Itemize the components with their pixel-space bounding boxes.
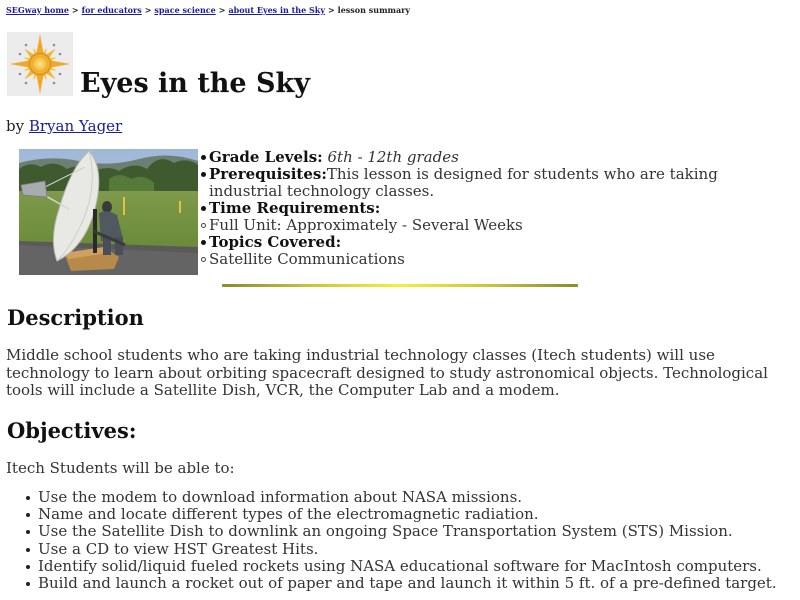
time-requirements-value: Full Unit: Approximately - Several Weeks xyxy=(209,217,789,234)
objective-item: Build and launch a rocket out of paper and tape and launch it within 5 ft. of a pre-defined target. xyxy=(38,574,777,593)
time-requirements-item xyxy=(209,200,789,217)
objective-item: Name and locate different types of the electromagnetic radiation. xyxy=(38,506,777,523)
prerequisites-label: Prerequisites: xyxy=(209,165,327,183)
byline-label: by xyxy=(6,117,25,135)
objective-item: Identify solid/liquid fueled rockets using NASA educational software for MacIntosh computers. xyxy=(38,558,777,575)
breadcrumb-separator: > xyxy=(144,5,152,15)
time-requirements-label: Time Requirements: xyxy=(209,199,381,217)
breadcrumb xyxy=(6,5,410,15)
breadcrumb-separator: > xyxy=(71,5,79,15)
breadcrumb-segway-home[interactable]: SEGway home xyxy=(6,5,69,15)
breadcrumb-separator: > xyxy=(327,5,335,15)
byline xyxy=(6,117,122,135)
topics-covered-value: Satellite Communications xyxy=(209,251,789,268)
objectives-heading: Objectives: xyxy=(7,418,137,443)
objective-item: Use the Satellite Dish to downlink an ongoing Space Transportation System (STS) Mission. xyxy=(38,523,777,540)
grade-levels-item xyxy=(209,149,789,166)
topics-covered-label: Topics Covered: xyxy=(209,233,342,251)
breadcrumb-current-page: lesson summary xyxy=(337,5,411,15)
description-text: Middle school students who are taking industrial technology classes (Itech students) will use technology to learn about orbiting spacecraft designed to study astronomical objects. Technological tools will include a Satellite Dish, VCR, the Computer Lab and a modem. xyxy=(6,346,768,399)
objectives-list xyxy=(38,489,777,592)
objective-item: Use a CD to view HST Greatest Hits. xyxy=(38,541,777,558)
author-link[interactable]: Bryan Yager xyxy=(28,117,123,135)
objectives-intro: Itech Students will be able to: xyxy=(6,459,235,477)
breadcrumb-space-science[interactable]: space science xyxy=(154,5,216,15)
objective-item: Use the modem to download information about NASA missions. xyxy=(38,489,777,506)
prerequisites-value: This lesson is designed for students who are taking industrial technology classes. xyxy=(209,165,718,200)
prerequisites-item xyxy=(209,166,789,200)
description-heading: Description xyxy=(7,305,144,330)
topics-covered-item xyxy=(209,234,789,251)
grade-levels-label: Grade Levels: xyxy=(209,148,323,166)
satellite-dish-photo xyxy=(19,149,198,275)
breadcrumb-for-educators[interactable]: for educators xyxy=(81,5,142,15)
page-title: Eyes in the Sky xyxy=(80,68,310,99)
breadcrumb-about-eyes-in-the-sky[interactable]: about Eyes in the Sky xyxy=(228,5,325,15)
gold-divider xyxy=(222,284,578,287)
breadcrumb-separator: > xyxy=(218,5,226,15)
sun-emblem-icon xyxy=(7,32,73,96)
grade-levels-value: 6th - 12th grades xyxy=(327,148,459,166)
lesson-info-list xyxy=(209,149,789,268)
